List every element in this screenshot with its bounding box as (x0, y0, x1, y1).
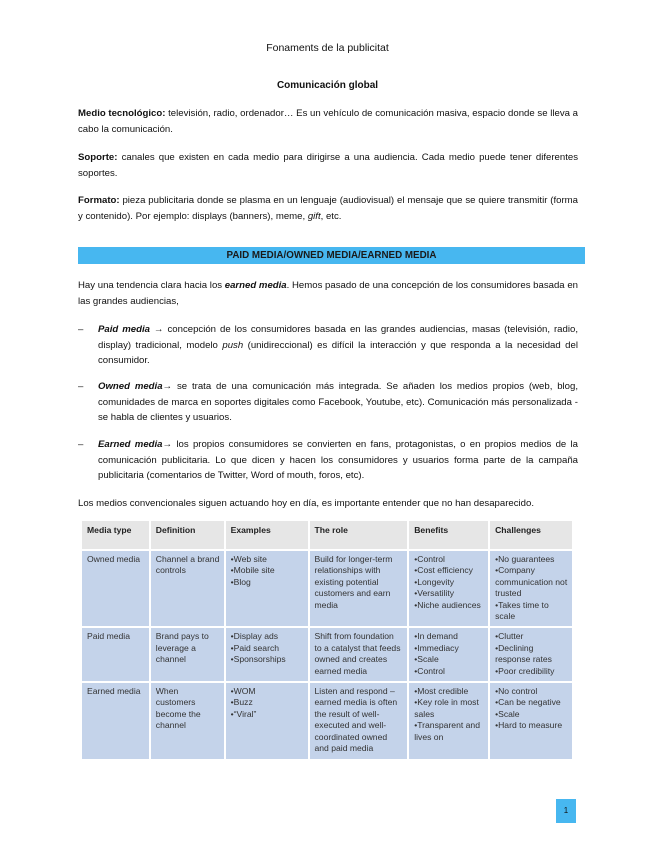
closing-paragraph: Los medios convencionales siguen actuando hoy en día, es importante entender que no han desaparecido. (78, 498, 535, 509)
list-item: • In demand (414, 631, 484, 642)
examples-cell (225, 682, 309, 758)
definition-text: televisión, radio, ordenador… Es un vehículo de comunicación masiva, espacio donde se lleva a cabo la comunicación. (78, 108, 578, 135)
list-item: • Longevity (414, 577, 484, 588)
definition-term: Medio tecnológico: (78, 108, 166, 119)
bullet-arrow: → (149, 324, 168, 335)
list-item: • Immediacy (414, 643, 484, 654)
bullet-dash: – (78, 324, 84, 335)
challenges-cell (489, 627, 573, 682)
list-item: • Paid search (231, 643, 304, 654)
list-item: • “Viral” (231, 709, 304, 720)
column-header: Challenges (489, 521, 573, 550)
definition-term: Formato: (78, 195, 120, 206)
bullet-text: concepción de los consumidores basada en las grandes audiencias, masas (televisión, radio, display) tradicional, modelo (98, 324, 578, 351)
list-item: • Can be negative (495, 697, 568, 708)
definition-medio (78, 106, 578, 137)
benefits-cell (408, 682, 489, 758)
bullet-text: se trata de una comunicación más integrada. Se añaden los medios propios (web, blog, comunidades de marca en soportes digitales como Facebook, Youtube, etc). Comunicación más personalizada - se habla de clientes y usuarios. (98, 381, 578, 423)
intro-text-after: . Hemos pasado de una concepción de los consumidores basada en las grandes audiencias, (78, 280, 578, 307)
table-row (82, 627, 573, 682)
role-cell: Shift from foundation to a catalyst that feeds owned and creates earned media (309, 627, 409, 682)
challenges-cell (489, 550, 573, 627)
list-item: • Sponsorships (231, 654, 304, 665)
definition-formato (78, 193, 578, 224)
bullet-dash: – (78, 381, 84, 392)
media-type-cell: Earned media (82, 682, 150, 758)
list-item: • Transparent and lives on (414, 720, 484, 743)
definition-soporte (78, 150, 578, 181)
list-item: • Poor credibility (495, 666, 568, 677)
list-item: • Scale (495, 709, 568, 720)
definition-text-after: , etc. (320, 210, 342, 222)
list-item: • Cost efficiency (414, 565, 484, 576)
bullet-term: Owned media (98, 381, 163, 392)
list-item: • No control (495, 686, 568, 697)
intro-paragraph (78, 278, 578, 309)
page-title: Comunicación global (276, 80, 379, 91)
list-item: • Buzz (231, 697, 304, 708)
list-item: • Control (414, 554, 484, 565)
list-item: • Takes time to scale (495, 600, 568, 623)
list-item: • No guarantees (495, 554, 568, 565)
bullet-arrow: → (162, 381, 177, 392)
page-header: Fonaments de la publicitat (266, 42, 389, 54)
bullet-text: los propios consumidores se convierten en fans, protagonistas, o en propios medios de la comunicación publicitaria. Lo que dicen y hacen los consumidores y usuarios forma parte de la campaña publicitaria (comentarios de Twitter, Word of mouth, foros, etc). (98, 439, 579, 481)
list-item: • Key role in most sales (414, 697, 484, 720)
column-header: Media type (82, 521, 150, 550)
list-item: • Control (414, 666, 484, 677)
list-item: • Company communication not trusted (495, 565, 568, 599)
list-item: • Scale (414, 654, 484, 665)
list-item: • WOM (231, 686, 304, 697)
table-header-row (82, 521, 573, 550)
list-item: • Mobile site (231, 565, 304, 576)
benefits-cell (408, 550, 489, 627)
examples-cell (225, 550, 309, 627)
challenges-cell (489, 682, 573, 758)
definition-text: pieza publicitaria donde se plasma en un lenguaje (audiovisual) el mensaje que se quiere transmitir (forma y contenido). Por ejemplo: displays (banners), meme, (78, 195, 578, 222)
bullet-dash: – (78, 439, 84, 450)
media-type-cell: Owned media (82, 550, 150, 627)
section-banner: PAID MEDIA/OWNED MEDIA/EARNED MEDIA (78, 247, 585, 264)
page-number: 1 (556, 799, 576, 823)
list-item: • Display ads (231, 631, 304, 642)
intro-text: Hay una tendencia clara hacia los (78, 280, 225, 291)
column-header: The role (309, 521, 409, 550)
definition-term: Soporte: (78, 152, 118, 163)
definition-italic: gift (307, 210, 321, 222)
role-cell: Listen and respond – earned media is often the result of well-executed and well-coordinated owned and paid media (309, 682, 409, 758)
bullet-earned-media (78, 437, 579, 484)
list-item: • Web site (231, 554, 304, 565)
definition-cell: When customers become the channel (150, 682, 225, 758)
bullet-text-after: (unidireccional) es difícil la interacción y que responda a la necesidad del consumidor. (98, 339, 578, 366)
bullet-italic: push (222, 339, 244, 351)
table-row (82, 682, 573, 758)
media-comparison-table (82, 521, 574, 759)
bullet-term: Earned media (98, 439, 163, 450)
intro-italic: earned media (224, 280, 287, 291)
column-header: Definition (150, 521, 225, 550)
table-row (82, 550, 573, 627)
definition-text: canales que existen en cada medio para dirigirse a una audiencia. Cada medio puede tener diferentes soportes. (78, 152, 578, 179)
column-header: Examples (225, 521, 309, 550)
examples-cell (225, 627, 309, 682)
list-item: • Declining response rates (495, 643, 568, 666)
definition-cell: Brand pays to leverage a channel (150, 627, 225, 682)
bullet-owned-media (78, 379, 578, 426)
definition-cell: Channel a brand controls (150, 550, 225, 627)
bullet-arrow: → (162, 439, 177, 450)
list-item: • Versatility (414, 588, 484, 599)
benefits-cell (408, 627, 489, 682)
list-item: • Clutter (495, 631, 568, 642)
column-header: Benefits (408, 521, 489, 550)
list-item: • Niche audiences (414, 600, 484, 611)
list-item: • Hard to measure (495, 720, 568, 731)
bullet-term: Paid media (98, 324, 150, 335)
list-item: • Blog (231, 577, 304, 588)
bullet-paid-media (78, 322, 578, 369)
role-cell: Build for longer-term relationships with existing potential customers and earn media (309, 550, 409, 627)
list-item: • Most credible (414, 686, 484, 697)
media-type-cell: Paid media (82, 627, 150, 682)
